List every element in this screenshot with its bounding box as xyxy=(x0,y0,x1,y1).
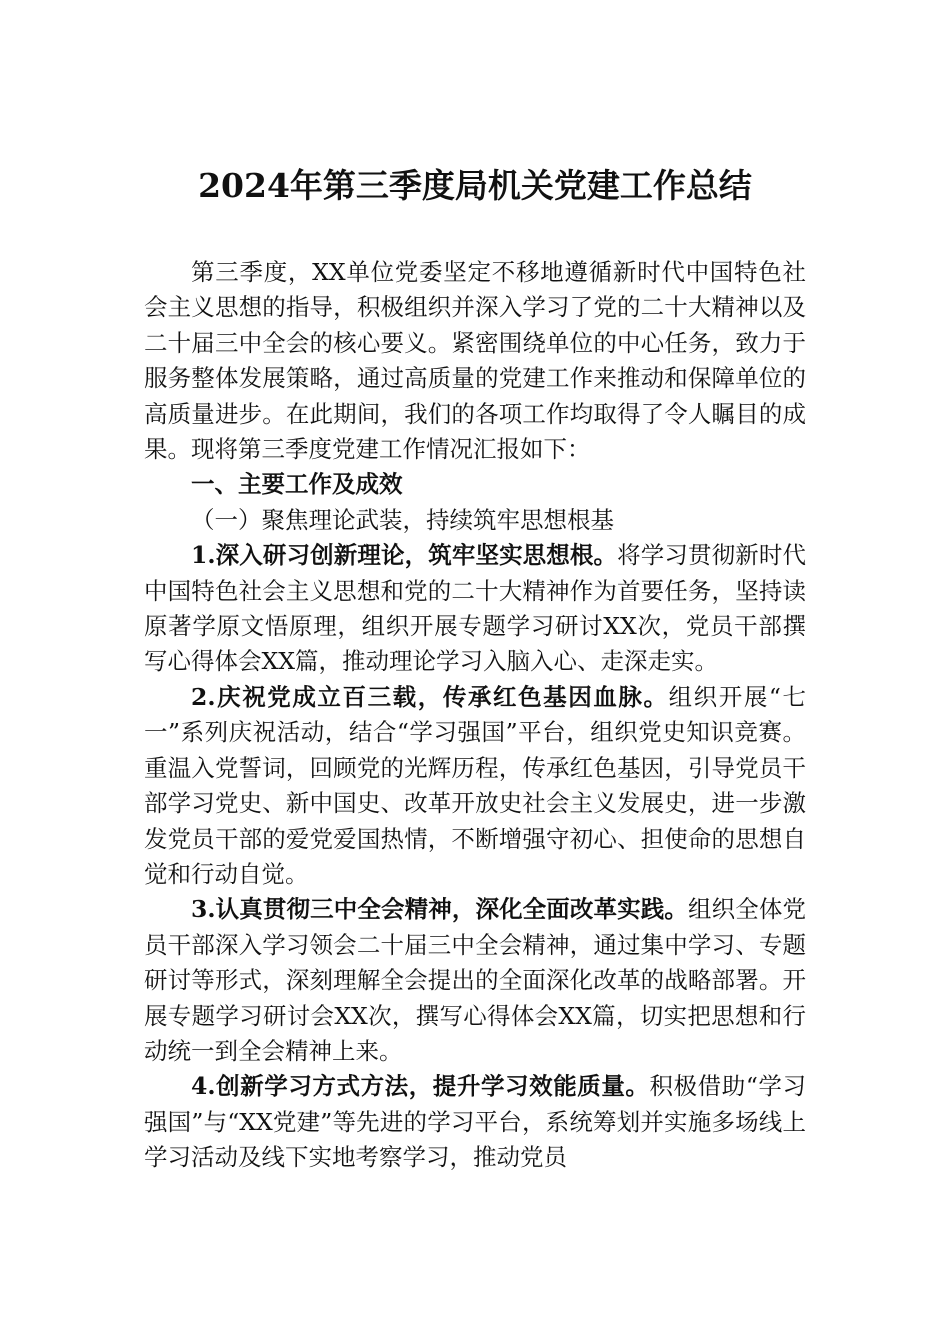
item-text: 将学习贯彻新时代中国特色社会主义思想和党的二十大精神作为首要任务，坚持读原著学原文悟原理，组织开展专题学习研讨XX次，党员干部撰写心得体会XX篇，推动理论学习入脑入心、走深走实。 xyxy=(144,541,806,676)
list-item xyxy=(144,1069,806,1175)
item-lead: 1.深入研习创新理论，筑牢坚实思想根。 xyxy=(191,541,618,570)
item-text: 组织全体党员干部深入学习领会二十届三中全会精神，通过集中学习、专题研讨等形式，深刻理解全会提出的全面深化改革的战略部署。开展专题学习研讨会XX次，撰写心得体会XX篇，切实把思想和行动统一到全会精神上来。 xyxy=(144,895,806,1065)
document-body xyxy=(144,255,806,1176)
intro-paragraph: 第三季度，XX单位党委坚定不移地遵循新时代中国特色社会主义思想的指导，积极组织并深入学习了党的二十大精神以及二十届三中全会的核心要义。紧密围绕单位的中心任务，致力于服务整体发展策略，通过高质量的党建工作来推动和保障单位的高质量进步。在此期间，我们的各项工作均取得了令人瞩目的成果。现将第三季度党建工作情况汇报如下： xyxy=(144,258,806,464)
item-lead: 3.认真贯彻三中全会精神，深化全面改革实践。 xyxy=(191,895,689,924)
list-item xyxy=(144,538,806,680)
section-heading: 一、主要工作及成效 xyxy=(191,470,403,499)
item-text: 积极借助“学习强国”与“XX党建”等先进的学习平台，系统筹划并实施多场线上学习活动及线下实地考察学习，推动党员 xyxy=(144,1072,806,1172)
document-title: 2024年第三季度局机关党建工作总结 xyxy=(198,166,752,205)
item-text: 组织开展“七一”系列庆祝活动，结合“学习强国”平台，组织党史知识竞赛。重温入党誓词，回顾党的光辉历程，传承红色基因，引导党员干部学习党史、新中国史、改革开放史社会主义发展史，进一步激发党员干部的爱党爱国热情，不断增强守初心、担使命的思想自觉和行动自觉。 xyxy=(144,682,806,888)
item-lead: 4.创新学习方式方法，提升学习效能质量。 xyxy=(191,1072,650,1101)
subsection-heading: （一）聚焦理论武装，持续筑牢思想根基 xyxy=(191,505,614,534)
list-item xyxy=(144,680,806,892)
item-lead: 2.庆祝党成立百三载，传承红色基因血脉。 xyxy=(191,682,669,711)
list-item xyxy=(144,892,806,1069)
